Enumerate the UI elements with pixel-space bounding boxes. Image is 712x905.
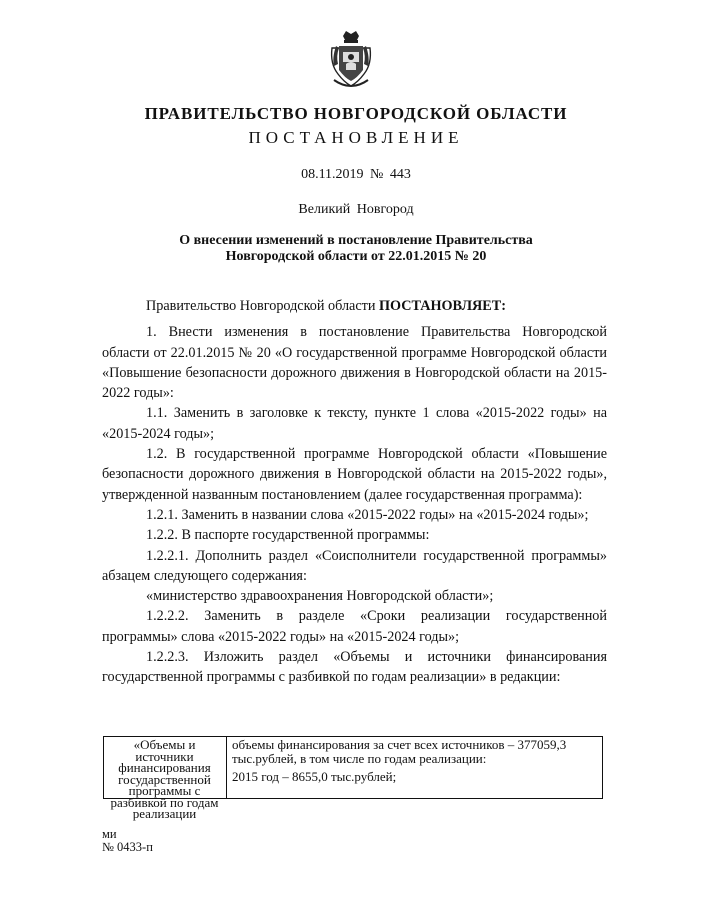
document-city: Великий Новгород [298,202,414,217]
paragraph-1-2-1: 1.2.1. Заменить в названии слова «2015-2022 годы» на «2015-2024 годы»; [146,506,589,523]
financing-2015: 2015 год – 8655,0 тыс.рублей; [232,769,397,784]
executor-initials: ми [102,827,117,841]
document-subject [150,233,562,265]
government-title: ПРАВИТЕЛЬСТВО НОВГОРОДСКОЙ ОБЛАСТИ [144,104,568,123]
financing-total: объемы финансирования за счет всех источников – 377059,3 тыс.рублей, в том числе по годам реализации: [232,737,567,766]
registration-code: № 0433-п [102,840,153,854]
subject-line-1: О внесении изменений в постановление Правительства [179,233,533,248]
subject-line-2: Новгородской области от 22.01.2015 № 20 [225,249,487,264]
paragraph-1-2-2-2: 1.2.2.2. Заменить в разделе «Сроки реализации государственной программы» слова «2015-2022 годы» на «2015-2024 годы»; [102,608,607,645]
financing-table-left-cell: «Объемы и источники финансирования государственной программы с разбивкой по годам реализации [103,736,227,799]
preamble-text: Правительство Новгородской области [146,298,379,314]
paragraph-1-2: 1.2. В государственной программе Новгородской области «Повышение безопасности дорожного движения в Новгородской области на 2015-2022 годы», утвержденной названным постановлением (далее государственная программа): [102,446,607,503]
paragraph-1-2-2-1: 1.2.2.1. Дополнить раздел «Соисполнители государственной программы» абзацем следующего содержания: [102,547,607,584]
paragraph-quote: «министерство здравоохранения Новгородской области»; [146,588,494,605]
paragraph-1: 1. Внести изменения в постановление Правительства Новгородской области от 22.01.2015 № 20 «О государственной программе Новгородской области «Повышение безопасности дорожного движения в Новгородской области на 2015-2022 годы»: [102,324,607,402]
preamble-resolves: ПОСТАНОВЛЯЕТ: [378,298,506,314]
document-date-number: 08.11.2019 № 443 [301,167,411,182]
document-footer [102,828,153,854]
paragraph-1-1: 1.1. Заменить в заголовке к тексту, пункте 1 слова «2015-2022 годы» на «2015-2024 годы»; [102,405,607,442]
paragraph-1-2-2: 1.2.2. В паспорте государственной программы: [146,527,430,544]
coat-of-arms-icon [328,30,374,92]
paragraph-1-2-2-3: 1.2.2.3. Изложить раздел «Объемы и источники финансирования государственной программы с разбивкой по годам реализации» в редакции: [102,649,607,686]
document-type: ПОСТАНОВЛЕНИЕ [248,128,464,147]
financing-table-right-cell [232,738,600,784]
document-body [102,296,607,688]
preamble [102,296,607,316]
